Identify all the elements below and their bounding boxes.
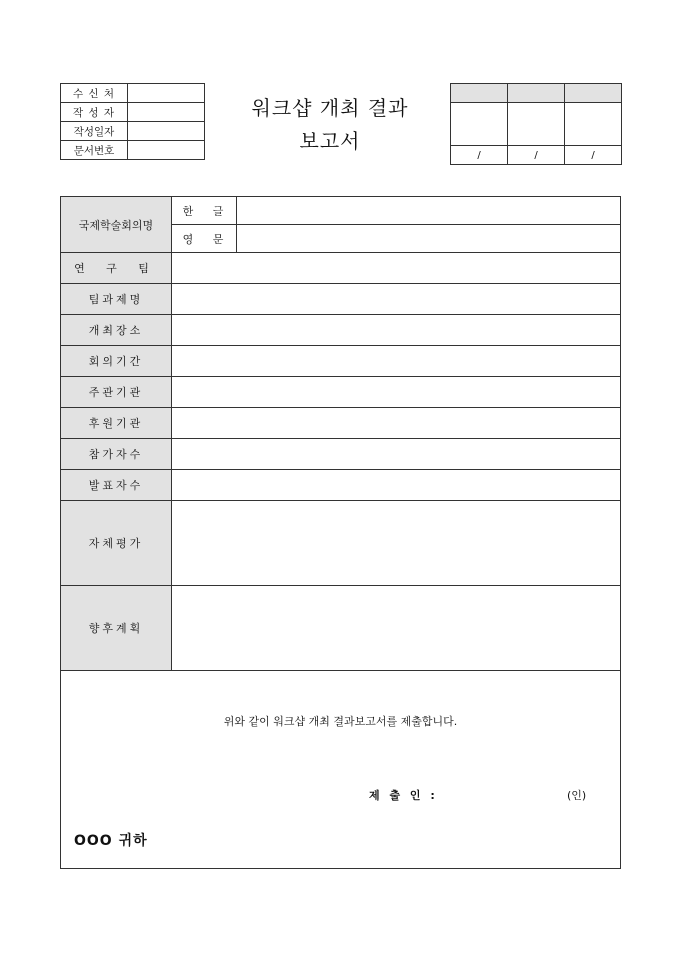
title-line-2: 보고서 [299,129,361,153]
approval-header-cell [508,84,565,103]
future-plan-field[interactable] [172,586,621,671]
venue-field[interactable] [172,315,621,346]
team-project-label: 팀과제명 [61,284,172,315]
period-field[interactable] [172,346,621,377]
participants-label: 참가자수 [61,439,172,470]
approval-table [450,83,622,165]
recipient-field[interactable] [128,84,205,103]
presenters-field[interactable] [172,470,621,501]
author-label: 작 성 자 [61,103,128,122]
document-info-table [60,83,205,160]
approval-sign-cell[interactable] [451,103,508,146]
team-project-field[interactable] [172,284,621,315]
recipient-label: 수 신 처 [61,84,128,103]
presenters-label: 발표자수 [61,470,172,501]
self-eval-label: 자체평가 [61,501,172,586]
document-title [210,92,450,158]
conf-name-label: 국제학술회의명 [61,197,172,253]
submission-statement: 위와 같이 워크샵 개최 결과보고서를 제출합니다. [223,715,458,728]
approval-date-cell[interactable]: / [565,146,622,165]
sponsor-org-label: 후원기관 [61,408,172,439]
doc-number-label: 문서번호 [61,141,128,160]
self-eval-field[interactable] [172,501,621,586]
period-label: 회의기간 [61,346,172,377]
approval-sign-cell[interactable] [508,103,565,146]
date-label: 작성일자 [61,122,128,141]
research-team-field[interactable] [172,253,621,284]
host-org-label: 주관기관 [61,377,172,408]
doc-number-field[interactable] [128,141,205,160]
english-label: 영 문 [172,225,237,253]
approval-header-cell [565,84,622,103]
english-name-field[interactable] [237,225,621,253]
korean-label: 한 글 [172,197,237,225]
date-field[interactable] [128,122,205,141]
report-form-table [60,196,621,869]
approval-date-cell[interactable]: / [508,146,565,165]
seal-label: (인) [567,789,587,802]
research-team-label: 연 구 팀 [61,253,172,284]
approval-sign-cell[interactable] [565,103,622,146]
future-plan-label: 향후계획 [61,586,172,671]
korean-name-field[interactable] [237,197,621,225]
venue-label: 개최장소 [61,315,172,346]
title-line-1: 워크샵 개최 결과 [251,96,409,120]
addressee: OOO 귀하 [74,833,148,849]
approval-header-cell [451,84,508,103]
host-org-field[interactable] [172,377,621,408]
participants-field[interactable] [172,439,621,470]
sponsor-org-field[interactable] [172,408,621,439]
submission-section [61,671,621,869]
author-field[interactable] [128,103,205,122]
submitter-label: 제 출 인 : [369,789,438,802]
approval-date-cell[interactable]: / [451,146,508,165]
